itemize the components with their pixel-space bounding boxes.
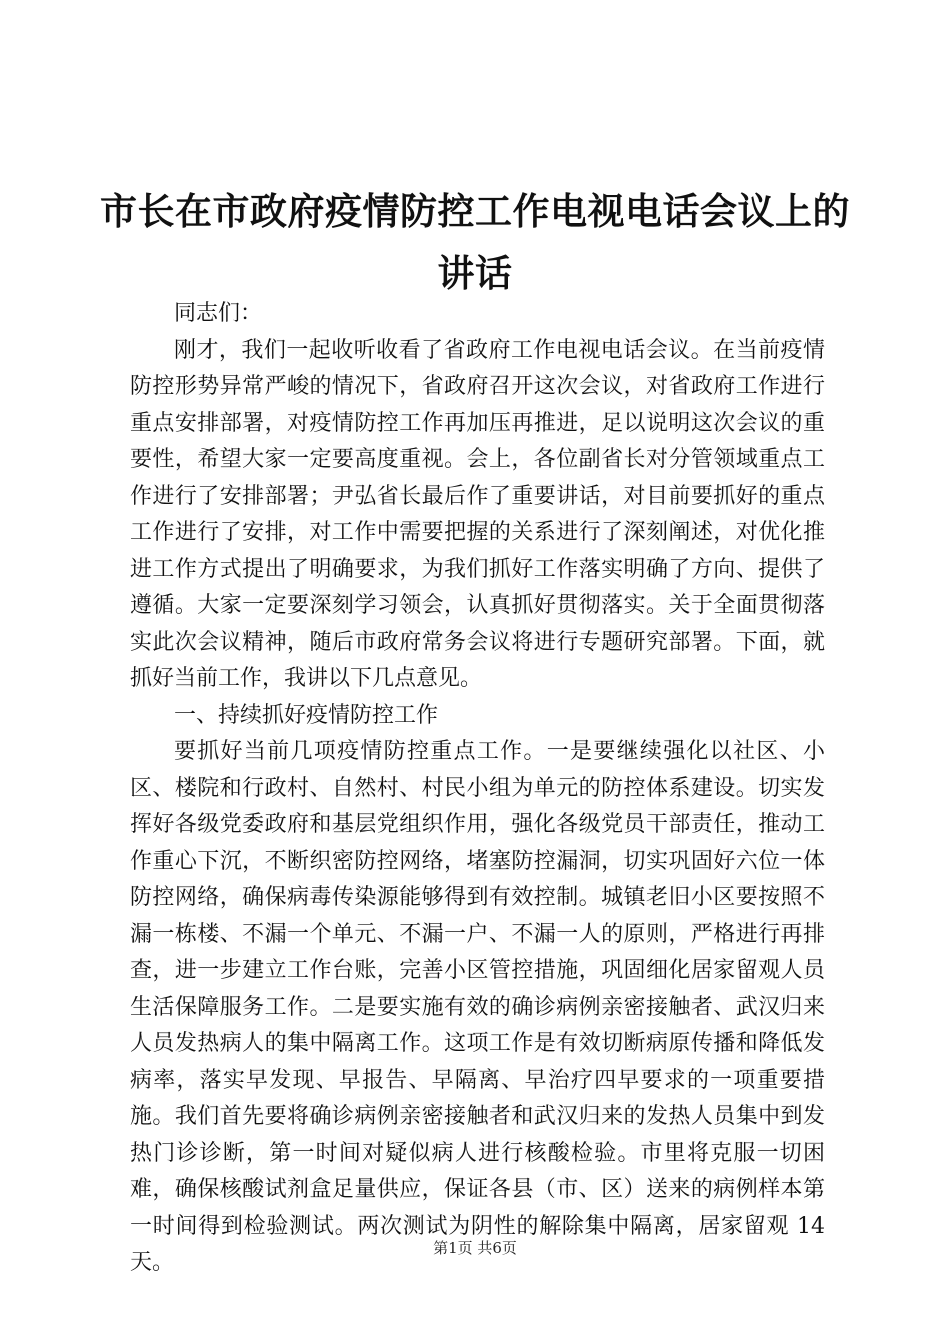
- section-heading: 一、持续抓好疫情防控工作: [174, 702, 439, 728]
- paragraph-intro: 刚才，我们一起收听收看了省政府工作电视电话会议。在当前疫情防控形势异常严峻的情况下，省政府召开这次会议，对省政府工作进行重点安排部署，对疫情防控工作再加压再推进，足以说明这次会议的重要性，希望大家一定要高度重视。会上，各位副省长对分管领域重点工作进行了安排部署；尹弘省长最后作了重要讲话，对目前要抓好的重点工作进行了安排，对工作中需要把握的关系进行了深刻阐述，对优化推进工作方式提出了明确要求，为我们抓好工作落实明确了方向、提供了遵循。大家一定要深刻学习领会，认真抓好贯彻落实。关于全面贯彻落实此次会议精神，随后市政府常务会议将进行专题研究部署。下面，就抓好当前工作，我讲以下几点意见。: [130, 337, 825, 691]
- page-footer: 第1页 共6页: [433, 1239, 517, 1257]
- document-body: [130, 296, 825, 1282]
- salutation: 同志们：: [174, 301, 263, 326]
- paragraph-section-1: 要抓好当前几项疫情防控重点工作。一是要继续强化以社区、小区、楼院和行政村、自然村、村民小组为单元的防控体系建设。切实发挥好各级党委政府和基层党组织作用，强化各级党员干部责任，推动工作重心下沉，不断织密防控网络，堵塞防控漏洞，切实巩固好六位一体防控网络，确保病毒传染源能够得到有效控制。城镇老旧小区要按照不漏一栋楼、不漏一个单元、不漏一户、不漏一人的原则，严格进行再排查，进一步建立工作台账，完善小区管控措施，巩固细化居家留观人员生活保障服务工作。二是要实施有效的确诊病例亲密接触者、武汉归来人员发热病人的集中隔离工作。这项工作是有效切断病原传播和降低发病率，落实早发现、早报告、早隔离、早治疗四早要求的一项重要措施。我们首先要将确诊病例亲密接触者和武汉归来的发热人员集中到发热门诊诊断，第一时间对疑似病人进行核酸检验。市里将克服一切困难，确保核酸试剂盒足量供应，保证各县（市、区）送来的病例样本第一时间得到检验测试。两次测试为阴性的解除集中隔离，居家留观 14 天。: [130, 739, 825, 1275]
- document-title: 市长在市政府疫情防控工作电视电话会议上的讲话: [100, 189, 850, 295]
